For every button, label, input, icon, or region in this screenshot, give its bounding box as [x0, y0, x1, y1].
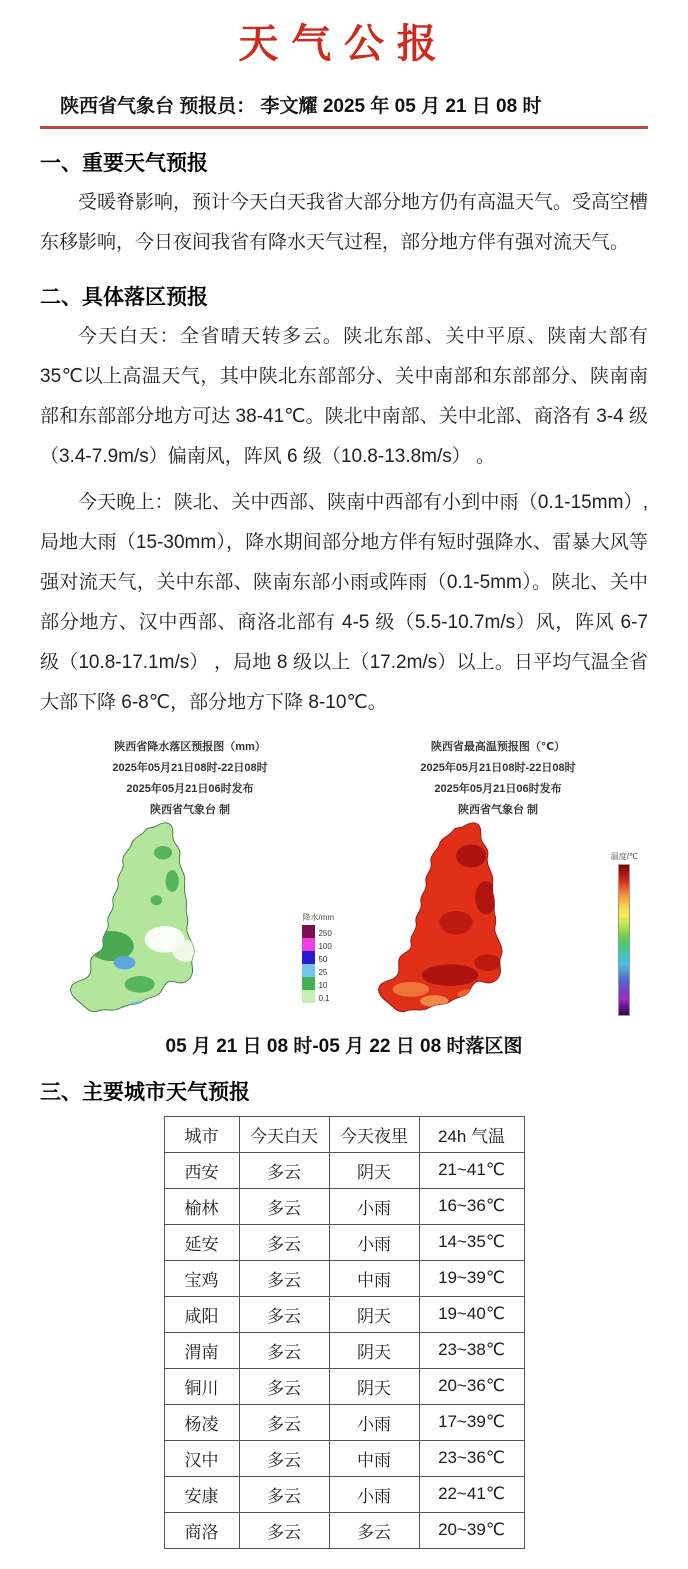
table-cell: 多云	[239, 1332, 329, 1368]
temperature-legend-colorbar	[618, 864, 630, 1016]
precipitation-legend	[302, 912, 334, 1003]
table-cell: 小雨	[329, 1404, 419, 1440]
precipitation-map	[40, 737, 340, 1021]
shaanxi-province-temp-shape	[366, 821, 551, 1021]
table-cell: 多云	[329, 1512, 419, 1548]
table-cell: 西安	[164, 1152, 239, 1188]
table-cell: 中雨	[329, 1440, 419, 1476]
table-cell: 多云	[239, 1260, 329, 1296]
table-cell: 延安	[164, 1224, 239, 1260]
section-2-paragraph-day: 今天白天：全省晴天转多云。陕北东部、关中平原、陕南大部有 35℃以上高温天气，其中陕北东部部分、关中南部和东部部分、陕南南部和东部部分地方可达 38-41℃。陕北中南部、关中北部、商洛有 3-4 级（3.4-7.9m/s）偏南风，阵风 6 级（10.8-13.8m/s） 。	[40, 326, 648, 467]
legend-value: 250	[318, 928, 332, 938]
table-row	[164, 1512, 524, 1548]
byline: 陕西省气象台 预报员： 李文耀 2025 年 05 月 21 日 08 时	[40, 87, 648, 129]
table-cell: 多云	[239, 1368, 329, 1404]
table-cell: 小雨	[329, 1224, 419, 1260]
table-row	[164, 1224, 524, 1260]
table-cell: 23~36℃	[419, 1440, 524, 1476]
table-cell: 阴天	[329, 1296, 419, 1332]
legend-stop	[302, 977, 334, 990]
table-cell: 渭南	[164, 1332, 239, 1368]
table-cell: 多云	[239, 1404, 329, 1440]
precipitation-map-canvas	[40, 821, 340, 1021]
legend-swatch	[302, 964, 315, 977]
legend-stop	[302, 990, 334, 1003]
section-1-heading: 一、重要天气预报	[40, 152, 208, 175]
table-row	[164, 1188, 524, 1224]
table-cell: 多云	[239, 1152, 329, 1188]
map-title-line: 2025年05月21日06时发布	[434, 782, 562, 795]
table-cell: 19~40℃	[419, 1296, 524, 1332]
precipitation-legend-stops	[302, 925, 334, 1003]
table-row	[164, 1404, 524, 1440]
map-title-line: 陕西省气象台 制	[149, 803, 231, 816]
table-cell: 阴天	[329, 1152, 419, 1188]
legend-value: 50	[318, 954, 328, 964]
table-cell: 23~38℃	[419, 1332, 524, 1368]
table-cell: 19~39℃	[419, 1260, 524, 1296]
legend-value: 100	[318, 941, 332, 951]
shaanxi-province-precip-shape	[58, 821, 243, 1021]
legend-swatch	[302, 977, 315, 990]
table-cell: 铜川	[164, 1368, 239, 1404]
map-title-line: 2025年05月21日08时-22日08时	[112, 761, 268, 774]
legend-swatch	[302, 951, 315, 964]
temperature-map	[348, 737, 648, 1021]
table-header-row	[164, 1116, 524, 1152]
col-header-day: 今天白天	[239, 1116, 329, 1152]
table-cell: 安康	[164, 1476, 239, 1512]
forecast-maps	[40, 737, 648, 1021]
table-cell: 宝鸡	[164, 1260, 239, 1296]
city-forecast-table	[164, 1116, 525, 1549]
section-3-heading: 三、主要城市天气预报	[40, 1080, 250, 1104]
temperature-map-title	[348, 737, 648, 821]
map-title-line: 陕西省降水落区预报图（mm）	[114, 741, 266, 753]
table-cell: 14~35℃	[419, 1224, 524, 1260]
section-2-heading: 二、具体落区预报	[40, 286, 208, 309]
col-header-city: 城市	[164, 1116, 239, 1152]
precipitation-map-title	[40, 737, 340, 821]
table-cell: 小雨	[329, 1476, 419, 1512]
table-cell: 多云	[239, 1296, 329, 1332]
table-row	[164, 1332, 524, 1368]
legend-value: 0.1	[318, 993, 330, 1003]
legend-stop	[302, 925, 334, 938]
table-cell: 阴天	[329, 1368, 419, 1404]
legend-value: 10	[318, 980, 328, 990]
table-cell: 咸阳	[164, 1296, 239, 1332]
table-cell: 17~39℃	[419, 1404, 524, 1440]
map-title-line: 陕西省最高温预报图（℃）	[430, 741, 566, 753]
city-table-body	[164, 1152, 524, 1548]
table-cell: 杨凌	[164, 1404, 239, 1440]
legend-value: 25	[318, 967, 328, 977]
map-caption: 05 月 21 日 08 时-05 月 22 日 08 时落区图	[165, 1035, 523, 1057]
legend-stop	[302, 964, 334, 977]
legend-stop	[302, 938, 334, 951]
map-title-line: 2025年05月21日08时-22日08时	[420, 761, 576, 774]
legend-swatch	[302, 938, 315, 951]
legend-swatch	[302, 990, 315, 1003]
table-cell: 多云	[239, 1476, 329, 1512]
table-cell: 21~41℃	[419, 1152, 524, 1188]
table-row	[164, 1440, 524, 1476]
legend-swatch	[302, 925, 315, 938]
table-row	[164, 1260, 524, 1296]
table-cell: 20~36℃	[419, 1368, 524, 1404]
table-cell: 22~41℃	[419, 1476, 524, 1512]
legend-stop	[302, 951, 334, 964]
table-cell: 中雨	[329, 1260, 419, 1296]
temperature-legend-label: 温度/℃	[610, 851, 638, 861]
table-row	[164, 1296, 524, 1332]
table-cell: 多云	[239, 1188, 329, 1224]
table-cell: 榆林	[164, 1188, 239, 1224]
table-cell: 小雨	[329, 1188, 419, 1224]
temperature-map-canvas	[348, 821, 648, 1021]
section-1-paragraph: 受暖脊影响，预计今天白天我省大部分地方仍有高温天气。受高空槽东移影响，今日夜间我省有降水天气过程，部分地方伴有强对流天气。	[40, 192, 649, 253]
table-row	[164, 1152, 524, 1188]
col-header-temp: 24h 气温	[419, 1116, 524, 1152]
table-cell: 16~36℃	[419, 1188, 524, 1224]
section-2-paragraph-night: 今天晚上：陕北、关中西部、陕南中西部有小到中雨（0.1-15mm）,局地大雨（15-30mm），降水期间部分地方伴有短时强降水、雷暴大风等强对流天气，关中东部、陕南东部小雨或阵雨（0.1-5mm）。陕北、关中部分地方、汉中西部、商洛北部有 4-5 级（5.5-10.7m/s）风，阵风 6-7 级（10.8-17.1m/s） ，局地 8 级以上（17.2m/s）以上。日平均气温全省大部下降 6-8℃，部分地方下降 8-10℃。	[40, 492, 648, 713]
col-header-night: 今天夜里	[329, 1116, 419, 1152]
table-cell: 汉中	[164, 1440, 239, 1476]
table-cell: 多云	[239, 1512, 329, 1548]
table-row	[164, 1368, 524, 1404]
table-cell: 多云	[239, 1224, 329, 1260]
table-cell: 多云	[239, 1440, 329, 1476]
page-title: 天气公报	[238, 22, 450, 66]
map-title-line: 2025年05月21日06时发布	[126, 782, 254, 795]
table-cell: 20~39℃	[419, 1512, 524, 1548]
table-cell: 阴天	[329, 1332, 419, 1368]
temperature-legend	[611, 851, 638, 1016]
table-row	[164, 1476, 524, 1512]
table-cell: 商洛	[164, 1512, 239, 1548]
precipitation-legend-label: 降水/mm	[302, 912, 334, 922]
map-title-line: 陕西省气象台 制	[457, 803, 539, 816]
